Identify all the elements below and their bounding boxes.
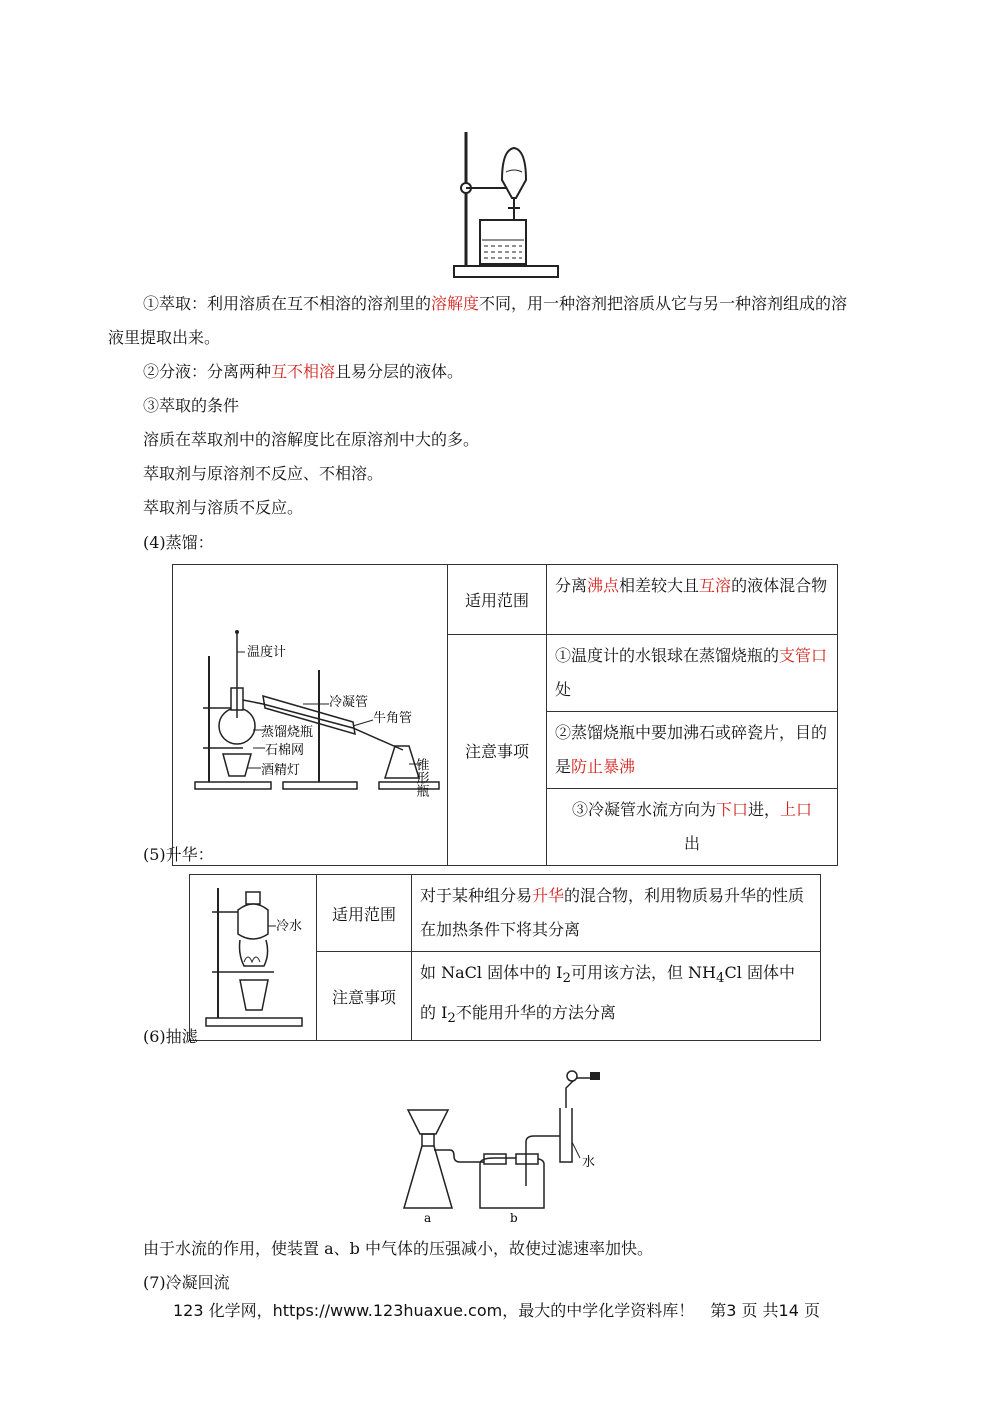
label-conical: 锥形瓶 — [413, 758, 429, 797]
sublimation-scope: 对于某种组分易升华的混合物，利用物质易升华的性质在加热条件下将其分离 — [412, 875, 821, 952]
distillation-scope: 分离沸点相差较大且互溶的液体混合物 — [547, 565, 838, 635]
label-condenser: 冷凝管 — [329, 695, 369, 710]
distillation-table — [172, 564, 838, 866]
extraction-item2: ②分液：分离两种互不相溶且易分层的液体。 — [143, 362, 464, 381]
label-flask: 蒸馏烧瓶 — [261, 725, 314, 740]
distillation-apparatus — [173, 578, 447, 848]
page-footer: 123 化学网，https://www.123huaxue.com，最大的中学化学资料库！ 第3 页 共14 页 — [173, 1301, 820, 1320]
label-gauze: 石棉网 — [265, 743, 305, 758]
condition-3: 萃取剂与溶质不反应。 — [143, 498, 304, 517]
suction-filtration-figure — [400, 1062, 610, 1228]
filtration-heading: (6)抽滤 — [143, 1027, 198, 1046]
distillation-scope-label: 适用范围 — [448, 565, 547, 635]
sublimation-scope-label: 适用范围 — [317, 875, 412, 952]
label-cold-water: 冷水 — [276, 918, 303, 934]
sublimation-notes-label: 注意事项 — [317, 952, 412, 1041]
distillation-note-2: ②蒸馏烧瓶中要加沸石或碎瓷片，目的是防止暴沸 — [547, 712, 838, 789]
sublimation-table — [189, 874, 821, 1041]
extraction-item3: ③萃取的条件 — [143, 396, 240, 415]
sublimation-figure-cell — [190, 875, 317, 1041]
condition-1: 溶质在萃取剂中的溶解度比在原溶剂中大的多。 — [143, 430, 480, 449]
separatory-funnel-figure — [450, 128, 560, 280]
extraction-item1-cont: 液里提取出来。 — [108, 328, 221, 347]
distillation-heading: (4)蒸馏： — [143, 533, 214, 552]
reflux-heading: (7)冷凝回流 — [143, 1273, 230, 1292]
distillation-notes-label: 注意事项 — [448, 635, 547, 866]
sublimation-apparatus — [190, 882, 316, 1030]
label-lamp: 酒精灯 — [261, 763, 301, 778]
label-thermometer: 温度计 — [247, 645, 287, 660]
sublimation-note: 如 NaCl 固体中的 $I_2$可用该方法，但 $NH_4Cl$ 固体中 的 $I_2$不能用升华的方法分离 — [412, 952, 821, 1041]
label-adapter: 牛角管 — [373, 711, 413, 726]
label-water: 水 — [582, 1155, 596, 1170]
distillation-figure-cell — [173, 565, 448, 866]
distillation-note-3: ③冷凝管水流方向为下口进，上口 出 — [547, 789, 838, 866]
filtration-explain: 由于水流的作用，使装置 a、b 中气体的压强减小，故使过滤速率加快。 — [143, 1239, 653, 1258]
extraction-item1: ①萃取：利用溶质在互不相溶的溶剂里的溶解度不同，用一种溶剂把溶质从它与另一种溶剂组成的溶 — [143, 294, 848, 313]
label-b: b — [510, 1211, 518, 1225]
sublimation-heading: (5)升华： — [143, 845, 214, 864]
distillation-note-1: ①温度计的水银球在蒸馏烧瓶的支管口处 — [547, 635, 838, 712]
label-a: a — [424, 1211, 432, 1225]
condition-2: 萃取剂与原溶剂不反应、不相溶。 — [143, 464, 384, 483]
